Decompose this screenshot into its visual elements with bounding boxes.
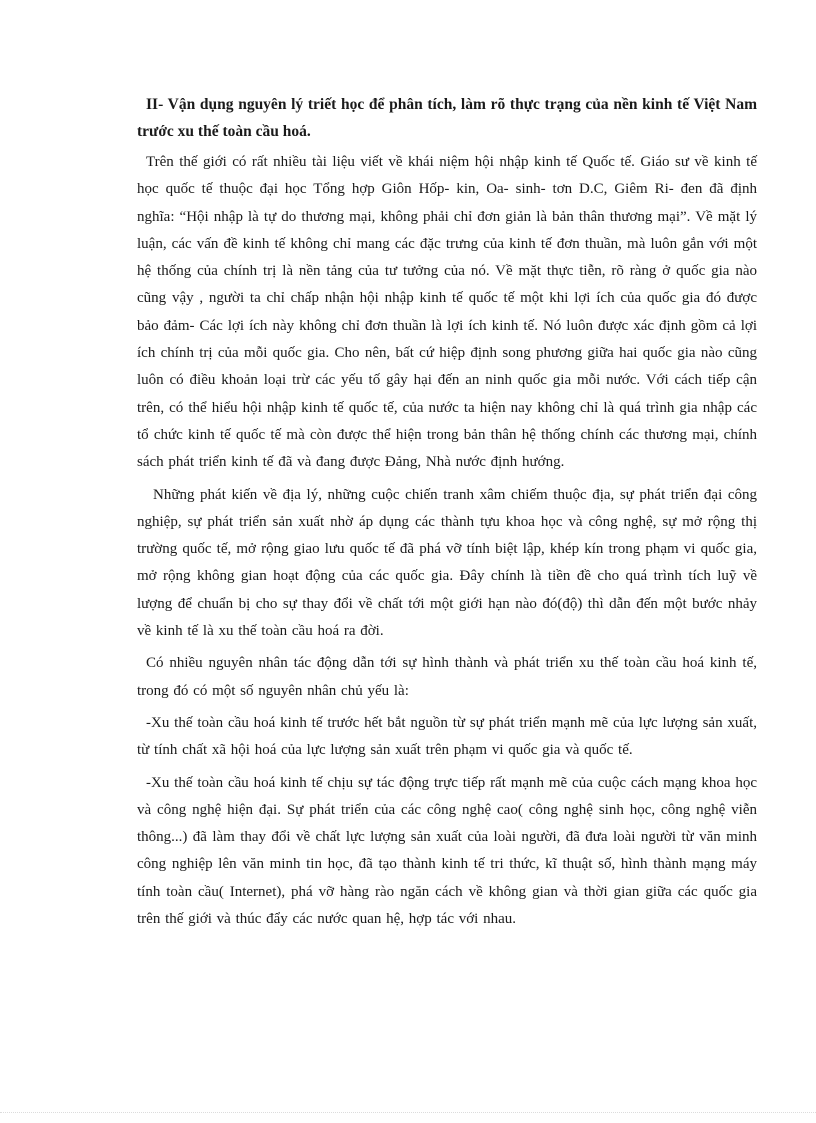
paragraph-causes-intro: Có nhiều nguyên nhân tác động dẫn tới sự hình thành và phát triển xu thế toàn cầu hoá kinh tế, trong đó có một số nguyên nhân chủ yếu là: [137, 655, 757, 699]
paragraph-historical-premises: Những phát kiến về địa lý, những cuộc chiến tranh xâm chiếm thuộc địa, sự phát triển đại công nghiệp, sự phát triển sản xuất nhờ áp dụng các thành tựu khoa học và công nghệ, sự mở rộng thị trường quốc tế, mở rộng giao lưu quốc tế đã phá vỡ tính biệt lập, khép kín trong phạm vi quốc gia, mở rộng không gian hoạt động của các quốc gia. Đây chính là tiền đề cho quá trình tích luỹ về lượng để chuẩn bị cho sự thay đổi về chất tới một giới hạn nào đó(độ) thì dẫn đến một bước nhảy về kinh tế là xu thế toàn cầu hoá ra đời. [137, 486, 757, 640]
page-bottom-divider [0, 1112, 816, 1113]
paragraph-cause-science-technology: -Xu thế toàn cầu hoá kinh tế chịu sự tác động trực tiếp rất mạnh mẽ của cuộc cách mạng khoa học và công nghệ hiện đại. Sự phát triển của các công nghệ cao( công nghệ sinh học, công nghệ viễn thông...) đã làm thay đổi về chất lực lượng sản xuất của loài người, đã đưa loài người từ văn minh công nghiệp lên văn minh tin học, đã tạo thành kinh tế tri thức, kĩ thuật số, hình thành mạng máy tính toàn cầu( Internet), phá vỡ hàng rào ngăn cách về không gian và thời gian giữa các quốc gia trên thế giới và thúc đẩy các nước quan hệ, hợp tác với nhau. [137, 774, 757, 928]
paragraph-cause-production-forces: -Xu thế toàn cầu hoá kinh tế trước hết bắt nguồn từ sự phát triển mạnh mẽ của lực lượng sản xuất, từ tính chất xã hội hoá của lực lượng sản xuất trên phạm vi quốc gia và quốc tế. [137, 714, 757, 759]
section-heading: II- Vận dụng nguyên lý triết học để phân tích, làm rõ thực trạng của nền kinh tế Việt Nam trước xu thế toàn cầu hoá. [137, 96, 757, 140]
document-body [137, 91, 757, 938]
paragraph-globalization-definition: Trên thế giới có rất nhiều tài liệu viết về khái niệm hội nhập kinh tế Quốc tế. Giáo sư về kinh tế học quốc tế thuộc đại học Tổng hợp Giôn Hốp- kin, Oa- sinh- tơn D.C, Giêm Ri- đen đã định nghĩa: “Hội nhập là tự do thương mại, không phải chỉ đơn giản là bản thân thương mại”. Về mặt lý luận, các vấn đề kinh tế không chỉ mang các đặc trưng của kinh tế đơn thuần, mà luôn gắn với một hệ thống của chính trị là nền tảng của tư tưởng của nó. Về mặt thực tiễn, rõ ràng ở quốc gia nào cũng vậy , người ta chỉ chấp nhận hội nhập kinh tế quốc tế một khi lợi ích của quốc gia đó được bảo đảm- Các lợi ích này không chỉ đơn thuần là lợi ích kinh tế. Nó luôn được xác định gồm cả lợi ích chính trị của mỗi quốc gia. Cho nên, bất cứ hiệp định song phương giữa hai quốc gia nào cũng luôn có điều khoản loại trừ các yếu tố gây hại đến an ninh quốc gia mỗi nước. Với cách tiếp cận trên, có thể hiểu hội nhập kinh tế quốc tế, của nước ta hiện nay không chỉ là quá trình gia nhập các tổ chức kinh tế quốc tế mà còn được thể hiện trong bản thân hệ thống chính các thương mại, chính sách phát triển kinh tế đã và đang được Đảng, Nhà nước định hướng. [137, 154, 757, 471]
